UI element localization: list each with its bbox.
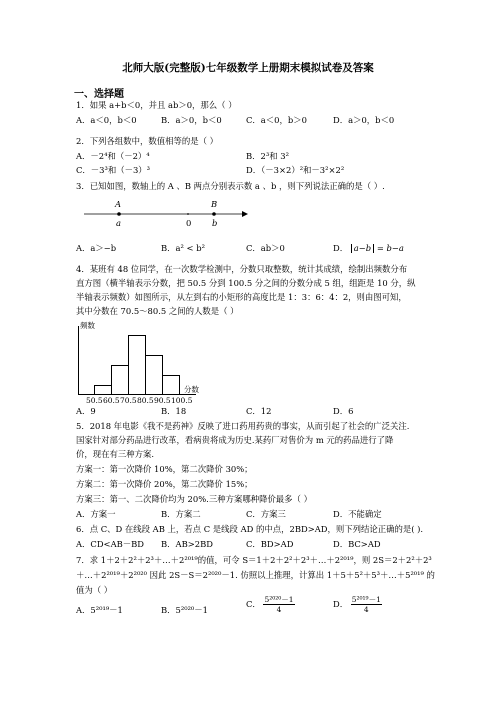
axis-label-a-lower: a (116, 218, 121, 228)
fraction-numerator: 5²⁰²⁰－1 (264, 595, 294, 604)
x-tick-label: 60.5 (103, 396, 120, 405)
q7-option-b: B．5²⁰²⁰－1 (161, 605, 208, 615)
x-axis-label: 分数 (184, 385, 199, 394)
q3-option-d-label: D． (333, 243, 349, 253)
q6-option-b: B．AB>2BD (161, 539, 213, 549)
q2-option-c: C．－3³和（－3）³ (76, 165, 151, 175)
q7-option-c (246, 595, 295, 614)
question-7-line-3: 值为（ ） (76, 585, 113, 595)
q3-option-a: A．a＞−b (76, 243, 117, 253)
q5-option-b: B．方案二 (161, 509, 201, 519)
q5-option-d: D．不能确定 (333, 509, 382, 519)
axis-label-b-lower: b (212, 218, 218, 228)
question-5-line-1: 5．2018 年电影《我不是药神》反映了进口药用药贵的事实，从而引起了社会的广泛关注. (76, 421, 410, 431)
question-3-stem: 3．已知如图，数轴上的 A 、B 两点分别表示数 a 、b ，则下列说法正确的是（ ）. (76, 181, 385, 191)
q7-option-c-fraction (263, 595, 294, 614)
q7-option-a: A．5²⁰¹⁹－1 (76, 605, 123, 615)
q1-option-b: B．a＞0，b＜0 (161, 115, 222, 125)
question-4-line-1: 4．某班有 48 位同学，在一次数学检测中，分数只取整数，统计其成绩，绘制出频数分布 (76, 264, 408, 274)
histogram-bar (111, 365, 129, 395)
q5-option-c: C．方案三 (246, 509, 286, 519)
histogram-chart (74, 320, 214, 404)
q6-option-d: D．BC>AD (333, 539, 381, 549)
axis-label-zero: 0 (186, 218, 192, 228)
q3-option-d-rest: = b−a (376, 243, 404, 253)
question-5-plan-1: 方案一：第一次降价 10%，第二次降价 30%； (76, 464, 253, 474)
q3-option-d (333, 242, 404, 254)
x-tick-label: 70.5 (120, 396, 137, 405)
axis-label-b-upper: B (211, 199, 218, 209)
question-7-line-2: ＋…＋2²⁰¹⁹＋2²⁰²⁰ 因此 2S－S＝2²⁰²⁰－1. 仿照以上推理，计算出 1＋5＋5²＋5³＋…＋5²⁰¹⁹ 的 (76, 570, 435, 580)
question-1-stem: 1．如果 a+b＜0，并且 ab＞0，那么（ ） (76, 100, 237, 110)
q1-option-c: C．a＜0，b＞0 (246, 115, 307, 125)
question-5-line-2: 国家针对部分药品进行改革，看病贵将成为历史.某药厂对售价为 m 元的药品进行了降 (76, 435, 394, 445)
x-tick-label: 50.5 (86, 396, 103, 405)
q4-option-c: C．12 (246, 406, 272, 416)
axis-label-a-upper: A (115, 199, 122, 209)
histogram-bar (145, 355, 163, 395)
q5-option-a: A．方案一 (76, 509, 116, 519)
page-title: 北师大版(完整版)七年级数学上册期末模拟试卷及答案 (122, 62, 374, 74)
question-5-plan-3: 方案三：第一、二次降价均为 20%.三种方案哪种降价最多（ ） (76, 494, 312, 504)
q4-option-a: A．9 (76, 406, 96, 416)
fraction-numerator: 5²⁰¹⁹－1 (351, 595, 381, 604)
q4-option-d: D．6 (333, 406, 354, 416)
x-tick-label: 80.5 (137, 396, 154, 405)
question-4-line-4: 其中分数在 70.5～80.5 之间的人数是（ ） (76, 306, 239, 316)
q3-option-c: C．ab＞0 (246, 243, 285, 253)
question-4-line-2: 直方图（横半轴表示分数，把 50.5 分到 100.5 分之间的分数分成 5 组，组距是 10 分，纵 (76, 278, 416, 288)
q6-option-c: C．BD>AD (246, 539, 294, 549)
question-4-line-3: 半轴表示频数）如图所示，从左到右的小矩形的高度比是 1：3：6：4：2，则由图可知， (76, 292, 407, 302)
absolute-value: a−b (351, 244, 374, 253)
q2-option-a: A．－2⁴和（－2）⁴ (76, 151, 150, 161)
q1-option-a: A．a＜0，b＜0 (76, 115, 137, 125)
question-5-plan-2: 方案二：第一次降价 20%，第二次降价 15%； (76, 479, 253, 489)
fraction-denominator: 4 (363, 605, 369, 614)
histogram-bar (162, 375, 180, 395)
y-axis-label: 频数 (80, 321, 95, 330)
q6-option-a: A．CD<AB－BD (76, 539, 145, 549)
question-7-line-1: 7．求 1＋2＋2²＋2³＋…＋2²⁰¹⁹的值，可令 S＝1＋2＋2²＋2³＋…＋2²⁰¹⁹，则 2S＝2＋2²＋2³ (76, 555, 432, 565)
q2-option-b: B．2³和 3² (246, 151, 289, 161)
histogram-bar (128, 335, 146, 395)
section-heading: 一、选择题 (74, 89, 124, 100)
q7-option-c-label: C． (246, 599, 261, 609)
q7-option-d-label: D． (333, 599, 349, 609)
q7-option-d (333, 595, 382, 614)
x-tick-label: 100.5 (171, 396, 193, 405)
q2-option-d: D．（－3×2）²和－3²×2² (246, 165, 345, 175)
question-6-stem: 6．点 C、D 在线段 AB 上，若点 C 是线段 AD 的中点，2BD>AD，则下列结论正确的是( ). (76, 524, 424, 534)
number-line (80, 198, 250, 234)
x-tick-label: 90.5 (154, 396, 171, 405)
q3-option-b: B．a² < b² (161, 243, 205, 253)
question-2-stem: 2．下列各组数中，数值相等的是（ ） (76, 136, 218, 146)
question-5-line-3: 价，现在有三种方案. (76, 449, 155, 459)
q7-option-d-fraction (351, 595, 382, 614)
q1-option-d: D．a＞0，b＜0 (333, 115, 395, 125)
fraction-denominator: 4 (276, 605, 282, 614)
histogram-bar (94, 385, 112, 395)
y-axis (78, 326, 79, 394)
q4-option-b: B．18 (161, 406, 187, 416)
